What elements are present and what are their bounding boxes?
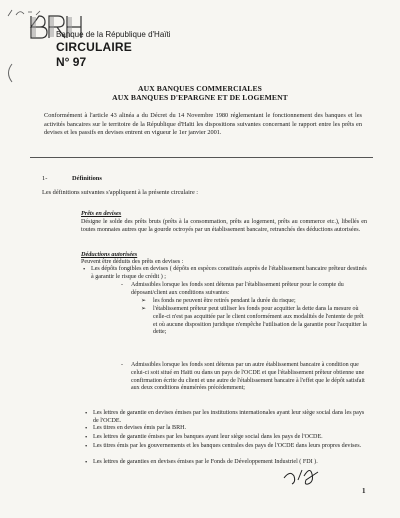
list-item-text: Les dépôts fongibles en devises ( dépôts en espèces constitués auprès de l'établissement bancaire prêteur destinés à garantir le risque de crédit ) ; bbox=[91, 266, 367, 280]
arrow-marker-icon: ➢ bbox=[141, 298, 147, 304]
list-item-text: Les lettres de garantie émises par les banques ayant leur siège social dans les pays de l'OCDE. bbox=[93, 434, 323, 440]
loans-definition-title: Prêts en devises bbox=[81, 210, 122, 217]
bullet-icon: • bbox=[85, 410, 88, 417]
addressee-line-1: AUX BANQUES COMMERCIALES bbox=[138, 84, 262, 93]
dash-marker-icon: - bbox=[121, 362, 123, 368]
sub-list-item bbox=[121, 362, 367, 393]
loans-definition-text: Désigne le solde des prêts bruts (prêts à la consommation, prêts au logement, prêts au commerce etc.), libellés en toutes monnaies autres que la gourde octroyés par un établissement bancaire, retranchés des déductions autorisées. bbox=[81, 219, 367, 234]
list-item bbox=[85, 425, 369, 433]
list-item-text: Les lettres de garanties en devises émises par le Fonds de Développement Industriel ( FDI ). bbox=[93, 459, 318, 465]
list-item bbox=[85, 410, 369, 426]
list-item bbox=[83, 266, 367, 282]
sub-list-item bbox=[121, 282, 367, 298]
bullet-icon: • bbox=[85, 443, 88, 450]
dash-marker-icon: - bbox=[121, 282, 123, 288]
bullet-icon: • bbox=[85, 425, 88, 432]
list-item bbox=[85, 434, 369, 442]
list-item bbox=[85, 443, 369, 451]
page-number: 1 bbox=[362, 487, 366, 495]
bullet-icon: • bbox=[85, 434, 88, 441]
section-number: 1- bbox=[42, 175, 48, 182]
section-divider bbox=[30, 157, 373, 158]
signature-icon bbox=[280, 462, 330, 488]
scan-bracket-mark bbox=[2, 62, 14, 84]
condition-item bbox=[141, 306, 367, 337]
bank-name: Banque de la République d'Haïti bbox=[56, 30, 171, 39]
sub-list-item-text: Admissibles lorsque les fonds sont détenus par un autre établissement bancaire à condition que celui-ci soit situé en Haïti ou dans un pays de l'OCDE et que l'établissement prêteur obtienne une confirmation écrite du client et une autre de l'établissement bancaire à l'effet que le dépôt satisfait aux deux conditions énumérées précédemment; bbox=[131, 362, 365, 392]
condition-item bbox=[141, 298, 367, 306]
bullet-icon: • bbox=[83, 266, 86, 273]
circular-number: N° 97 bbox=[56, 55, 87, 69]
bullet-icon: • bbox=[85, 459, 88, 466]
intro-paragraph: Conformément à l'article 43 alinéa a du Décret du 14 Novembre 1980 réglementant le fonctionnement des banques et les activités bancaires sur le territoire de la République d'Haïti les dispositions suivantes concernant le rapport entre les prêts en devises et les passifs en devises entrent en vigueur le 1er janvier 2001. bbox=[44, 112, 362, 137]
section-title: Définitions bbox=[72, 175, 102, 182]
section-intro: Les définitions suivantes s'appliquent à la présente circulaire : bbox=[42, 189, 199, 196]
list-item-text: Les lettres de garantie en devises émises par les institutions internationales ayant leur siège social dans les pays de l'OCDE. bbox=[93, 410, 365, 424]
deductions-title: Déductions autorisées bbox=[81, 251, 138, 258]
sub-list-item-text: Admissibles lorsque les fonds sont détenus par l'établissement prêteur pour le compte du déposant/client aux conditions suivantes: bbox=[131, 282, 344, 296]
document-title: CIRCULAIRE bbox=[56, 40, 132, 54]
condition-text: l'établissement prêteur peut utiliser les fonds pour acquitter la dette dans la mesure où celle-ci n'est pas acquittée par le client conformément aux modalités de l'entente de prêt et où aucune disposition juridique n'empêche l'utilisation de la garantie pour l'acquitter la dette; bbox=[153, 306, 367, 336]
list-item-text: Les titres en devises émis par la BRH. bbox=[93, 425, 187, 431]
list-item-text: Les titres émis par les gouvernements et les banques centrales des pays de l'OCDE dans leurs propres devises. bbox=[93, 443, 362, 449]
condition-text: les fonds ne peuvent être retirés pendant la durée du risque; bbox=[153, 298, 296, 304]
deductions-intro: Peuvent être déduits des prêts en devises : bbox=[81, 259, 184, 265]
addressee-line-2: AUX BANQUES D'EPARGNE ET DE LOGEMENT bbox=[112, 93, 288, 102]
arrow-marker-icon: ➢ bbox=[141, 306, 147, 312]
